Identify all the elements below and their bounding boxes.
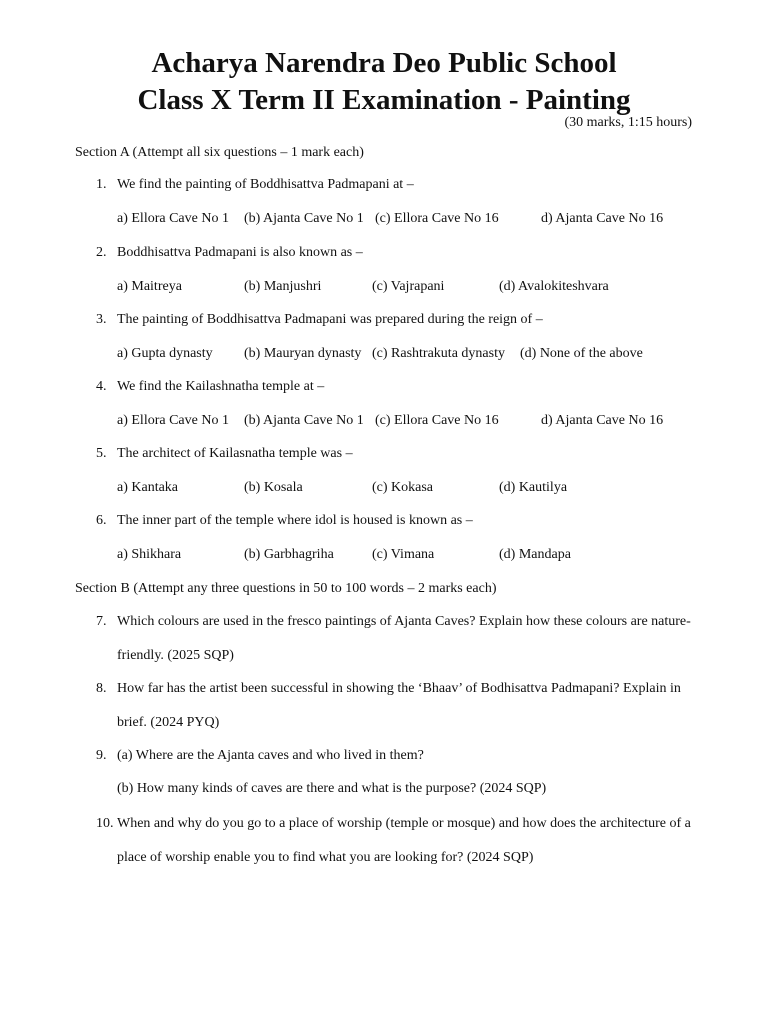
option-d: (d) Avalokiteshvara [499,279,609,294]
question-text: We find the Kailashnatha temple at – [117,379,325,394]
option-a: a) Gupta dynasty [117,346,213,361]
question-number: 2. [96,245,107,260]
question-number: 5. [96,446,107,461]
question-number: 3. [96,312,107,327]
option-c: (c) Rashtrakuta dynasty [372,346,505,361]
option-b: (b) Mauryan dynasty [244,346,362,361]
option-c: (c) Ellora Cave No 16 [375,211,499,226]
question-text: The painting of Boddhisattva Padmapani was prepared during the reign of – [117,312,543,327]
question-text: How far has the artist been successful in showing the ‘Bhaav’ of Bodhisattva Padmapani? Explain in brief. (2024 PYQ) [117,681,681,730]
question-9 [96,739,696,773]
option-c: (c) Kokasa [372,480,434,495]
option-b: (b) Ajanta Cave No 1 [244,413,364,428]
option-a: a) Shikhara [117,547,182,562]
options-6 [117,547,717,567]
option-c: (c) Vimana [372,547,435,562]
question-5 [96,437,696,471]
question-text: Which colours are used in the fresco paintings of Ajanta Caves? Explain how these colours are nature-friendly. (2025 SQP) [117,614,691,663]
option-c: (c) Ellora Cave No 16 [375,413,499,428]
question-number: 4. [96,379,107,394]
options-2 [117,279,717,299]
question-4 [96,370,696,404]
exam-title: Class X Term II Examination - Painting [137,84,631,116]
question-text: Boddhisattva Padmapani is also known as – [117,245,363,260]
school-name: Acharya Narendra Deo Public School [151,47,617,79]
question-8 [96,672,696,739]
section-a-title: Section A (Attempt all six questions – 1 mark each) [75,145,364,160]
options-4 [117,413,717,433]
question-6 [96,504,696,538]
question-text: The architect of Kailasnatha temple was – [117,446,353,461]
question-number: 9. [96,748,107,763]
options-5 [117,480,717,500]
option-d: (d) Mandapa [499,547,571,562]
option-a: a) Ellora Cave No 1 [117,211,229,226]
question-number: 7. [96,614,107,629]
option-c: (c) Vajrapani [372,279,445,294]
option-a: a) Maitreya [117,279,182,294]
question-text: We find the painting of Boddhisattva Padmapani at – [117,177,414,192]
marks-duration: (30 marks, 1:15 hours) [564,115,692,130]
option-d: (d) Kautilya [499,480,568,495]
question-number: 1. [96,177,107,192]
question-text: When and why do you go to a place of worship (temple or mosque) and how does the architecture of a place of worship enable you to find what you are looking for? (2024 SQP) [117,816,691,865]
option-b: (b) Ajanta Cave No 1 [244,211,364,226]
section-b-title: Section B (Attempt any three questions in 50 to 100 words – 2 marks each) [75,581,497,596]
question-3 [96,303,696,337]
option-a: a) Ellora Cave No 1 [117,413,229,428]
question-1 [96,168,696,202]
question-9-part-b: (b) How many kinds of caves are there and what is the purpose? (2024 SQP) [117,781,547,796]
option-b: (b) Garbhagriha [244,547,334,562]
question-10 [96,807,696,874]
option-b: (b) Kosala [244,480,303,495]
question-2 [96,236,696,270]
options-3 [117,346,717,366]
option-a: a) Kantaka [117,480,179,495]
question-text: The inner part of the temple where idol is housed is known as – [117,513,473,528]
option-d: d) Ajanta Cave No 16 [541,413,664,428]
question-7 [96,605,696,672]
question-number: 8. [96,681,107,696]
option-b: (b) Manjushri [244,279,322,294]
option-d: d) Ajanta Cave No 16 [541,211,664,226]
question-number: 6. [96,513,107,528]
question-number: 10. [96,816,114,831]
question-text: (a) Where are the Ajanta caves and who lived in them? [117,748,424,763]
options-1 [117,211,717,231]
option-d: (d) None of the above [520,346,643,361]
